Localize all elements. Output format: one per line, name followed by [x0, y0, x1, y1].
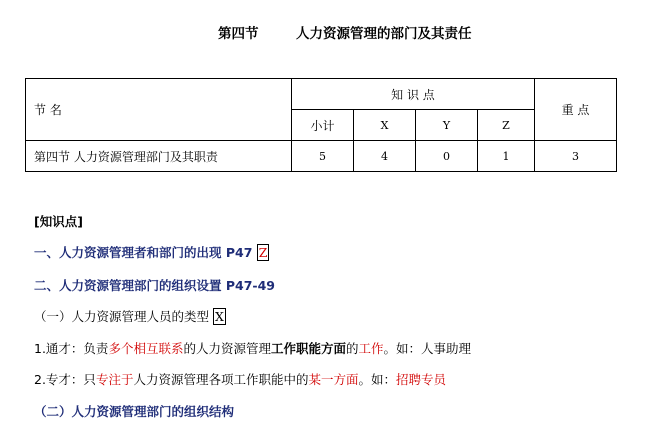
heading-1-tag: Z	[258, 245, 268, 260]
subheading-1-tag: X	[214, 309, 224, 324]
row-y: 0	[416, 141, 478, 172]
item1-part-c: 的人力资源管理	[183, 341, 271, 356]
subheading-1-text: （一）人力资源管理人员的类型	[34, 309, 213, 324]
section-number: 第四节	[218, 26, 259, 42]
row-subtotal: 5	[292, 141, 354, 172]
item2-part-f: 招聘专员	[396, 372, 447, 387]
heading-1-text: 一、人力资源管理者和部门的出现 P47	[34, 245, 257, 260]
item-generalist	[34, 339, 471, 357]
row-z: 1	[478, 141, 535, 172]
item2-part-b: 专注于	[95, 372, 134, 387]
subheader-y: Y	[416, 110, 478, 141]
section-name: 人力资源管理的部门及其责任	[296, 26, 472, 42]
row-section-name: 第四节 人力资源管理部门及其职责	[26, 141, 292, 172]
header-key-points: 重 点	[535, 79, 617, 141]
header-knowledge-points: 知 识 点	[292, 79, 535, 110]
item1-part-f: 工作	[358, 341, 384, 356]
item-specialist	[34, 370, 446, 388]
item1-part-d: 工作职能方面	[270, 341, 346, 356]
item2-part-d: 某一方面	[308, 372, 359, 387]
subheading-1	[34, 307, 226, 325]
row-key: 3	[535, 141, 617, 172]
subheader-z: Z	[478, 110, 535, 141]
table-header-row	[26, 79, 617, 110]
item2-part-c: 人力资源管理各项工作职能中的	[133, 372, 309, 387]
item1-part-g: 。如：人事助理	[383, 341, 472, 356]
knowledge-table	[25, 78, 617, 172]
item2-part-a: 2.专才：只	[34, 372, 96, 387]
subheader-subtotal: 小计	[292, 110, 354, 141]
item1-part-b: 多个相互联系	[108, 341, 184, 356]
item1-part-a: 1.通才：负责	[34, 341, 109, 356]
subheading-2: （二）人力资源管理部门的组织结构	[34, 404, 235, 419]
subheader-x: X	[354, 110, 416, 141]
item1-part-e: 的	[345, 341, 359, 356]
item2-part-e: 。如：	[358, 372, 396, 387]
heading-1	[34, 243, 269, 261]
table-row	[26, 141, 617, 172]
row-x: 4	[354, 141, 416, 172]
header-section-name: 节 名	[26, 79, 292, 141]
heading-2: 二、人力资源管理部门的组织设置 P47-49	[34, 278, 275, 293]
knowledge-heading: [知识点]	[34, 214, 83, 229]
